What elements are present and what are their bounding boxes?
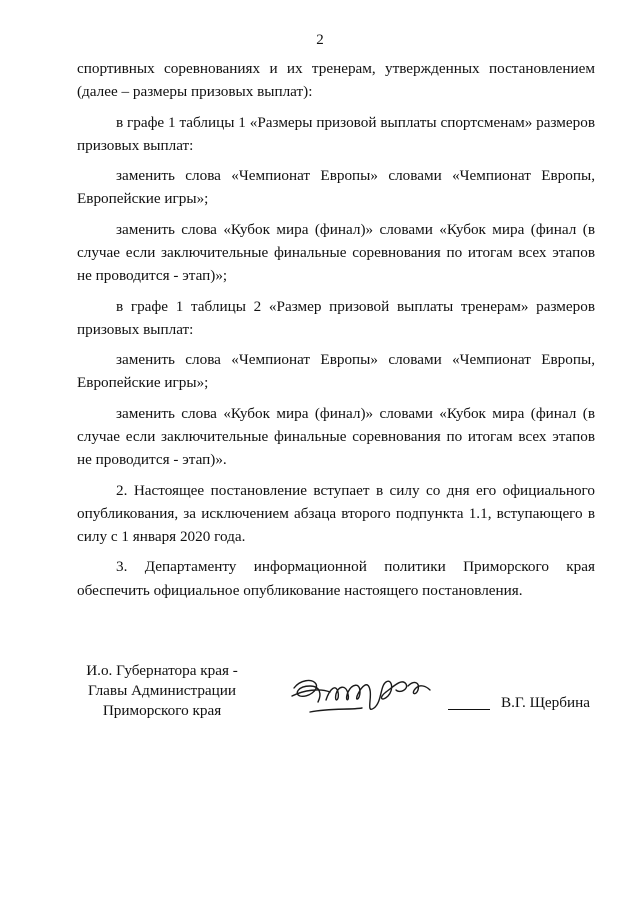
paragraph: в графе 1 таблицы 2 «Размер призовой выплаты тренерам» размеров призовых выплат: — [77, 297, 595, 338]
paragraph: заменить слова «Чемпионат Европы» словами «Чемпионат Европы, Европейские игры»; — [77, 167, 595, 208]
paragraph: в графе 1 таблицы 1 «Размеры призовой выплаты спортсменам» размеров призовых выплат: — [77, 113, 595, 154]
signatory-title-line: Главы Администрации — [87, 682, 237, 699]
handwritten-signature — [290, 668, 440, 720]
signatory-title — [72, 661, 252, 721]
signature-line — [448, 709, 490, 710]
signatory-name: В.Г. Щербина — [501, 694, 590, 711]
paragraph: заменить слова «Кубок мира (финал)» словами «Кубок мира (финал (в случае если заключительные финальные соревнования по итогам всех этапов не проводится - этап)»; — [77, 220, 595, 285]
paragraph: 2. Настоящее постановление вступает в силу со дня его официального опубликования, за исключением абзаца второго подпункта 1.1, вступающего в силу с 1 января 2020 года. — [77, 481, 595, 545]
page-number: 2 — [316, 32, 324, 48]
paragraph: 3. Департаменту информационной политики Приморского края обеспечить официальное опубликование настоящего постановления. — [77, 558, 595, 599]
signatory-title-line: И.о. Губернатора края - — [86, 662, 238, 679]
signatory-title-line: Приморского края — [102, 702, 222, 719]
paragraph: заменить слова «Чемпионат Европы» словами «Чемпионат Европы, Европейские игры»; — [77, 351, 595, 392]
paragraph: заменить слова «Кубок мира (финал)» словами «Кубок мира (финал (в случае если заключительные финальные соревнования по итогам всех этапов не проводится - этап)». — [77, 404, 595, 469]
document-body — [77, 57, 595, 609]
paragraph: спортивных соревнованиях и их тренерам, утвержденных постановлением (далее – размеры призовых выплат): — [77, 60, 595, 101]
